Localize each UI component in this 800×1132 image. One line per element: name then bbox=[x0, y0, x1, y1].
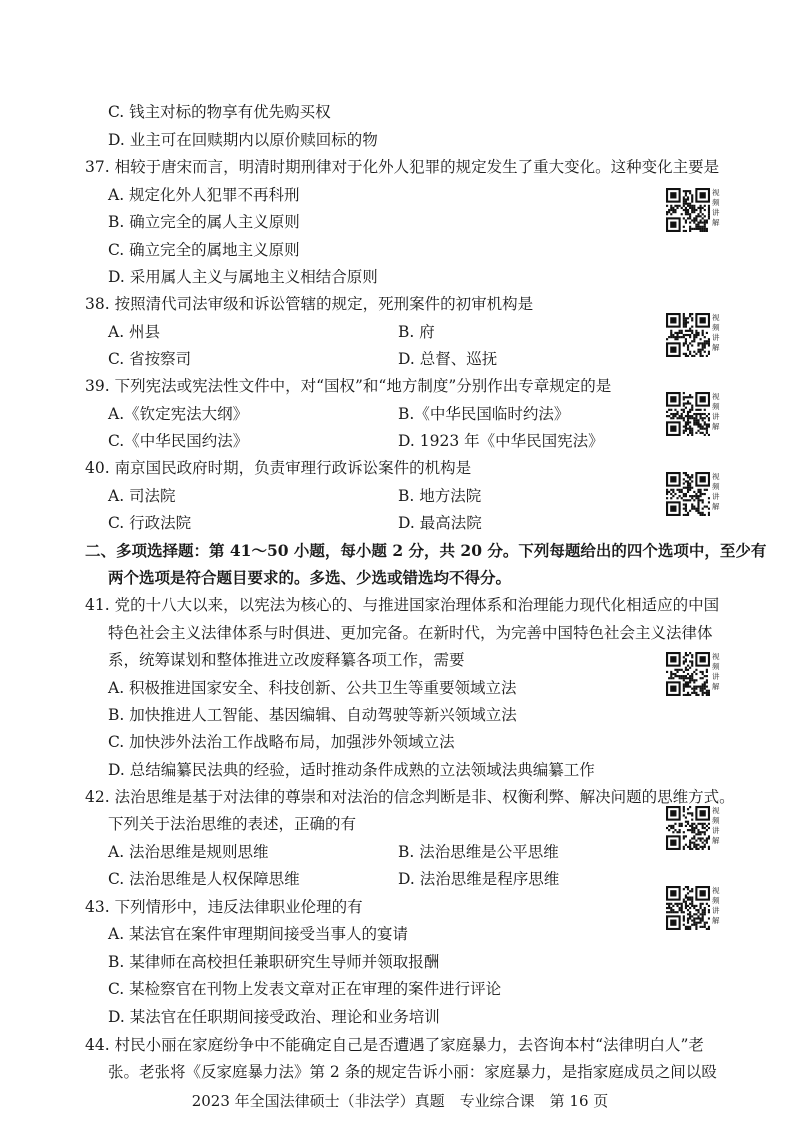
question-37-option-a: A. 规定化外人犯罪不再科刑 bbox=[108, 186, 300, 204]
question-37-option-c: C. 确立完全的属地主义原则 bbox=[108, 241, 300, 259]
qr-code-label: 视频讲解 bbox=[712, 886, 720, 925]
qr-code-icon[interactable] bbox=[666, 392, 710, 436]
question-39-option-c: C.《中华民国约法》 bbox=[108, 432, 249, 450]
question-38-option-d: D. 总督、巡抚 bbox=[398, 350, 498, 368]
qr-code-icon[interactable] bbox=[666, 472, 710, 516]
question-43-option-a: A. 某法官在案件审理期间接受当事人的宴请 bbox=[108, 925, 409, 943]
question-37-stem: 37. 相较于唐宋而言，明清时期刑律对于化外人犯罪的规定发生了重大变化。这种变化主要是 bbox=[85, 158, 720, 176]
question-42-stem-line-2: 下列关于法治思维的表述，正确的有 bbox=[108, 815, 357, 833]
question-41-stem-line-2: 特色社会主义法律体系与时俱进、更加完备。在新时代，为完善中国特色社会主义法律体 bbox=[108, 624, 713, 642]
qr-code-icon[interactable] bbox=[666, 886, 710, 930]
question-43-option-d: D. 某法官在任职期间接受政治、理论和业务培训 bbox=[108, 1008, 440, 1026]
question-41-option-c: C. 加快涉外法治工作战略布局，加强涉外领域立法 bbox=[108, 733, 455, 751]
question-40-option-b: B. 地方法院 bbox=[398, 487, 482, 505]
question-44-stem-line-1: 44. 村民小丽在家庭纷争中不能确定自己是否遭遇了家庭暴力，去咨询本村“法律明白人”老 bbox=[85, 1036, 704, 1054]
section-2-instructions: 两个选项是符合题目要求的。多选、少选或错选均不得分。 bbox=[108, 568, 512, 587]
question-42-option-c: C. 法治思维是人权保障思维 bbox=[108, 870, 300, 888]
qr-code-label: 视频讲解 bbox=[712, 806, 720, 845]
question-39-option-d: D. 1923 年《中华民国宪法》 bbox=[398, 432, 604, 450]
option-d: D. 业主可在回赎期内以原价赎回标的物 bbox=[108, 131, 378, 149]
qr-code-label: 视频讲解 bbox=[712, 472, 720, 511]
question-37-option-b: B. 确立完全的属人主义原则 bbox=[108, 213, 300, 231]
question-38-option-a: A. 州县 bbox=[108, 323, 161, 341]
question-39-option-b: B.《中华民国临时约法》 bbox=[398, 405, 570, 423]
question-42-option-a: A. 法治思维是规则思维 bbox=[108, 843, 269, 861]
question-44-stem-line-2: 张。老张将《反家庭暴力法》第 2 条的规定告诉小丽：家庭暴力，是指家庭成员之间以殴 bbox=[108, 1063, 717, 1081]
question-38-stem: 38. 按照清代司法审级和诉讼管辖的规定，死刑案件的初审机构是 bbox=[85, 295, 534, 313]
question-42-option-b: B. 法治思维是公平思维 bbox=[398, 843, 559, 861]
question-40-option-a: A. 司法院 bbox=[108, 487, 176, 505]
option-c: C. 钱主对标的物享有优先购买权 bbox=[108, 103, 331, 121]
question-42-stem-line-1: 42. 法治思维是基于对法律的尊崇和对法治的信念判断是非、权衡利弊、解决问题的思维方式。 bbox=[85, 788, 735, 806]
question-41-option-a: A. 积极推进国家安全、科技创新、公共卫生等重要领域立法 bbox=[108, 679, 517, 697]
qr-code-icon[interactable] bbox=[666, 806, 710, 850]
qr-code-icon[interactable] bbox=[666, 313, 710, 357]
qr-code-label: 视频讲解 bbox=[712, 392, 720, 431]
qr-code-icon[interactable] bbox=[666, 188, 710, 232]
question-37-option-d: D. 采用属人主义与属地主义相结合原则 bbox=[108, 268, 378, 286]
question-39-stem: 39. 下列宪法或宪法性文件中，对“国权”和“地方制度”分别作出专章规定的是 bbox=[85, 377, 612, 395]
qr-code-label: 视频讲解 bbox=[712, 313, 720, 352]
qr-code-icon[interactable] bbox=[666, 652, 710, 696]
question-43-option-b: B. 某律师在高校担任兼职研究生导师并领取报酬 bbox=[108, 953, 440, 971]
question-40-option-c: C. 行政法院 bbox=[108, 514, 192, 532]
qr-code-label: 视频讲解 bbox=[712, 188, 720, 227]
question-41-option-d: D. 总结编纂民法典的经验，适时推动条件成熟的立法领域法典编纂工作 bbox=[108, 761, 595, 779]
question-38-option-c: C. 省按察司 bbox=[108, 350, 192, 368]
question-39-option-a: A.《钦定宪法大纲》 bbox=[108, 405, 249, 423]
question-40-stem: 40. 南京国民政府时期，负责审理行政诉讼案件的机构是 bbox=[85, 459, 472, 477]
section-2-heading: 二、多项选择题：第 41～50 小题，每小题 2 分，共 20 分。下列每题给出的四个选项中，至少有 bbox=[85, 541, 767, 560]
page-footer: 2023 年全国法律硕士（非法学）真题 专业综合课 第 16 页 bbox=[191, 1092, 609, 1110]
question-41-stem-line-3: 系，统筹谋划和整体推进立改废释纂各项工作，需要 bbox=[108, 651, 465, 669]
qr-code-label: 视频讲解 bbox=[712, 652, 720, 691]
question-41-option-b: B. 加快推进人工智能、基因编辑、自动驾驶等新兴领域立法 bbox=[108, 706, 517, 724]
question-40-option-d: D. 最高法院 bbox=[398, 514, 482, 532]
question-42-option-d: D. 法治思维是程序思维 bbox=[398, 870, 560, 888]
question-43-option-c: C. 某检察官在刊物上发表文章对正在审理的案件进行评论 bbox=[108, 980, 502, 998]
question-43-stem: 43. 下列情形中，违反法律职业伦理的有 bbox=[85, 898, 363, 916]
question-41-stem-line-1: 41. 党的十八大以来，以宪法为核心的、与推进国家治理体系和治理能力现代化相适应的中国 bbox=[85, 596, 720, 614]
question-38-option-b: B. 府 bbox=[398, 323, 435, 341]
